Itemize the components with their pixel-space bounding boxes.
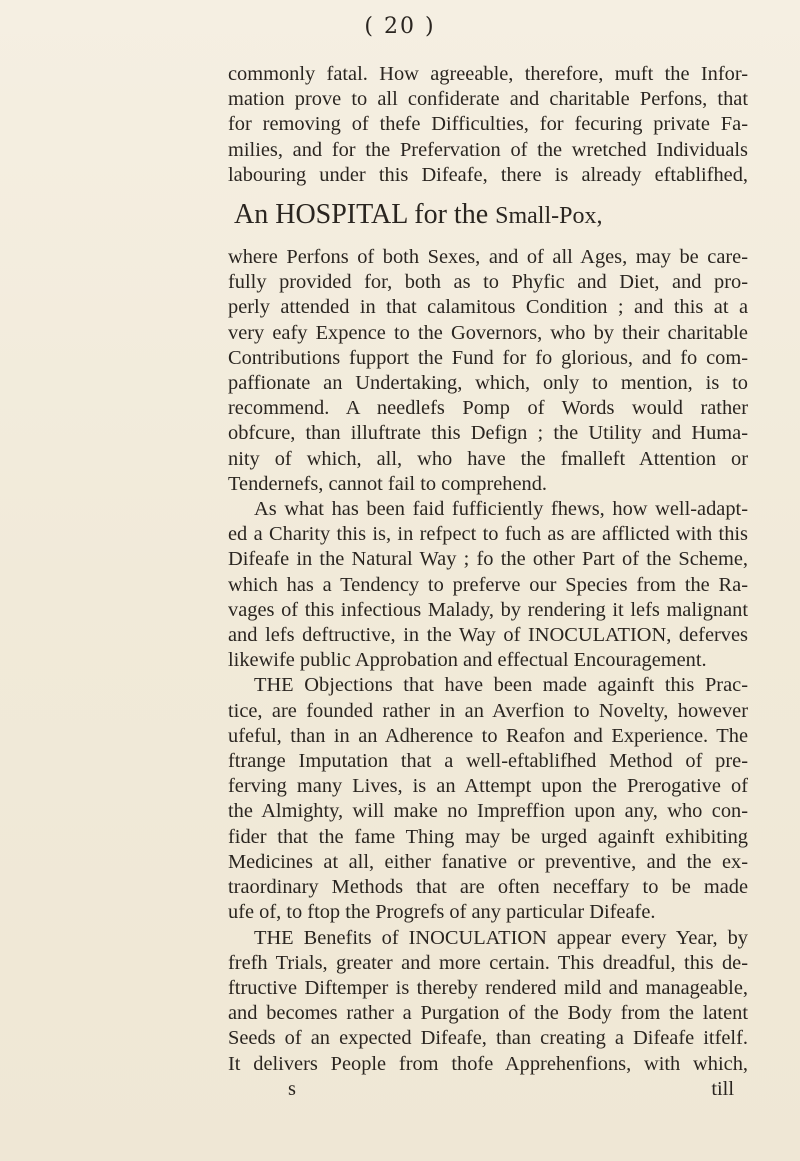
text-line: milies, and for the Prefervation of the wretched Individuals [228,138,748,161]
text-line: THE Benefits of INOCULATION appear every Year, by [254,926,748,949]
text-line: tice, are founded rather in an Averfion to Novelty, however [228,699,748,722]
text-line: THE Objections that have been made againft this Prac- [254,674,748,697]
text-line: ferving many Lives, is an Attempt upon the Prerogative of [228,775,748,798]
text-line: for removing of thefe Difficulties, for fecuring private Fa- [228,113,748,136]
text-line: ed a Charity this is, in refpect to fuch as are afflicted with this [228,523,748,546]
text-line: very eafy Expence to the Governors, who by their charitable [228,321,748,344]
text-line: Medicines at all, either fanative or preventive, and the ex- [228,850,748,873]
text-line: and lefs deftructive, in the Way of INOCULATION, deferves [228,624,748,647]
text-line: frefh Trials, greater and more certain. This dreadful, this de- [228,951,748,974]
text-line: Difeafe in the Natural Way ; fo the other Part of the Scheme, [228,548,748,571]
text-line: Contributions fupport the Fund for fo glorious, and fo com- [228,346,748,369]
text-line: obfcure, than illuftrate this Defign ; the Utility and Huma- [228,422,748,445]
text-line: recommend. A needlefs Pomp of Words would rather [228,397,748,420]
heading-part-2: Small-Pox, [495,203,603,230]
text-line: labouring under this Difeafe, there is already eftablifhed, [228,163,748,186]
text-line: Tendernefs, cannot fail to comprehend. [228,472,548,495]
text-line: vages of this infectious Malady, by rendering it lefs malignant [228,598,748,621]
text-line: ufeful, than in an Adherence to Reafon and Experience. The [228,724,748,747]
heading-part-1: An HOSPITAL for the [234,199,496,231]
text-line: traordinary Methods that are often neceffary to be made [228,876,748,899]
catchword: till [711,1077,734,1100]
text-line: perly attended in that calamitous Condition ; and this at a [228,296,748,319]
page-number: ( 20 ) [364,14,436,39]
text-line: and becomes rather a Purgation of the Body from the latent [228,1002,748,1025]
text-line: which has a Tendency to preferve our Species from the Ra- [228,573,748,596]
body-text [228,62,748,1102]
text-line: As what has been faid fufficiently fhews, how well-adapt- [254,498,748,521]
text-line: ftrange Imputation that a well-eftablifhed Method of pre- [228,750,748,773]
text-line: fully provided for, both as to Phyfic and Diet, and pro- [228,271,748,294]
text-line: where Perfons of both Sexes, and of all Ages, may be care- [228,246,748,269]
text-line: Seeds of an expected Difeafe, than creating a Difeafe itfelf. [228,1027,748,1050]
text-line: It delivers People from thofe Apprehenfions, with which, [228,1052,748,1075]
text-line: the Almighty, will make no Impreffion upon any, who con- [228,800,748,823]
hospital-heading [234,198,748,233]
text-line: commonly fatal. How agreeable, therefore, muft the Infor- [228,63,748,85]
text-line: nity of which, all, who have the fmalleft Attention or [228,447,748,470]
footer-line [228,1077,748,1102]
text-line: fider that the fame Thing may be urged againft exhibiting [228,825,748,848]
text-line: ftructive Diftemper is thereby rendered mild and manageable, [228,976,748,999]
text-line: paffionate an Undertaking, which, only to mention, is to [228,372,748,395]
text-line: mation prove to all confiderate and charitable Perfons, that [228,88,748,111]
text-line: ufe of, to ftop the Progrefs of any particular Difeafe. [228,901,656,924]
text-line: likewife public Approbation and effectual Encouragement. [228,649,707,672]
signature-mark: s [288,1077,296,1100]
